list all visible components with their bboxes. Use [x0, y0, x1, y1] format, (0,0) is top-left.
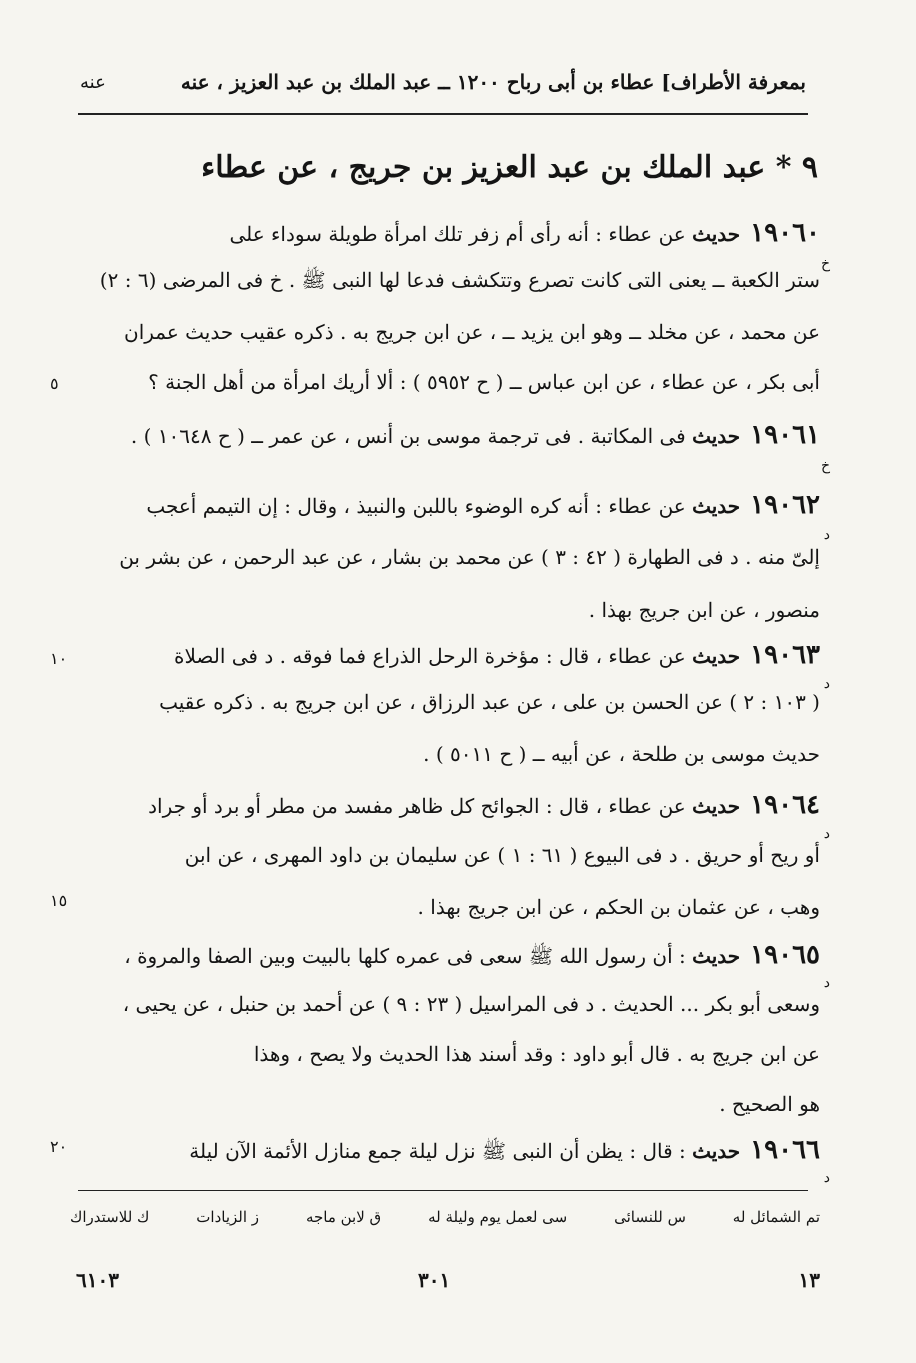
legend-item: ك للاستدراك: [70, 1208, 150, 1226]
line-text: إلىّ منه . د فى الطهارة ( ٤٢ : ٣ ) عن محمد بن بشار ، عن عبد الرحمن ، عن بشر بن: [119, 545, 820, 569]
siglum: د: [823, 826, 830, 842]
line-text: عن عطاء : أنه كره الوضوء باللبن والنبيذ ، وقال : إن التيمم أعجب: [146, 494, 693, 518]
line-text: وسعى أبو بكر ... الحديث . د فى المراسيل ( ٢٣ : ٩ ) عن أحمد بن حنبل ، عن يحيى ،: [122, 992, 820, 1016]
siglum: خ: [820, 256, 830, 272]
legend-item: تم الشمائل له: [732, 1208, 820, 1226]
text-line: [589, 598, 820, 622]
siglum: د: [823, 975, 830, 991]
legend-item: ق لابن ماجه: [305, 1208, 382, 1226]
hadith-entry-line: [148, 790, 820, 820]
line-text: أو ريح أو حريق . د فى البيوع ( ٦١ : ١ ) عن سليمان بن داود المهرى ، عن ابن: [184, 843, 820, 867]
text-line: [148, 370, 820, 394]
text-line: [719, 1092, 820, 1116]
line-text: عن عطاء ، قال : الجوائح كل ظاهر مفسد من مطر أو برد أو جراد: [148, 794, 693, 818]
hadith-keyword: حديث: [692, 424, 741, 448]
text-line: [254, 1042, 820, 1066]
text-line: [423, 742, 820, 766]
footnote-rule: [78, 1190, 808, 1191]
line-text: ستر الكعبة ــ يعنى التى كانت تصرع وتتكشف فدعا لها النبى ﷺ . خ فى المرضى (٦ : ٢): [99, 268, 820, 292]
line-text: عن محمد ، عن مخلد ــ وهو ابن يزيد ــ ، عن ابن جريج به . ذكره عقيب حديث عمران: [124, 320, 820, 344]
line-text: عن عطاء ، قال : مؤخرة الرحل الذراع فما فوقه . د فى الصلاة: [174, 644, 693, 668]
legend-item: سى لعمل يوم وليلة له: [428, 1208, 568, 1226]
line-text: أبى بكر ، عن عطاء ، عن ابن عباس ــ ( ح ٥٩٥٢ ) : ألا أريك امرأة من أهل الجنة ؟: [148, 370, 820, 394]
hadith-keyword: حديث: [692, 222, 741, 246]
footer-right-number: ١٣: [798, 1268, 820, 1292]
line-text: فى المكاتبة . فى ترجمة موسى بن أنس ، عن عمر ــ ( ح ١٠٦٤٨ ) .: [130, 424, 693, 448]
line-number: ٢٠: [50, 1137, 68, 1156]
hadith-keyword: حديث: [692, 944, 741, 968]
page-number: ٣٠١: [418, 1268, 451, 1292]
hadith-keyword: حديث: [692, 1139, 741, 1163]
hadith-entry-line: [146, 490, 820, 520]
hadith-keyword: حديث: [692, 644, 741, 668]
line-text: : أن رسول الله ﷺ سعى فى عمره كلها بالبيت وبين الصفا والمروة ،: [124, 944, 693, 968]
line-text: وهب ، عن عثمان بن الحكم ، عن ابن جريج بهذا .: [417, 895, 820, 919]
hadith-number: ١٩٠٦٤: [750, 790, 820, 820]
legend-item: ز الزيادات: [196, 1208, 260, 1226]
siglum: د: [823, 676, 830, 692]
line-text: حديث موسى بن طلحة ، عن أبيه ــ ( ح ٥٠١١ ) .: [423, 742, 820, 766]
line-number: ٥: [50, 374, 59, 393]
hadith-number: ١٩٠٦٢: [750, 490, 820, 520]
hadith-number: ١٩٠٦٦: [750, 1135, 820, 1165]
siglum: خ: [820, 458, 830, 474]
text-line: [418, 895, 820, 919]
text-line: [159, 690, 820, 714]
hadith-number: ١٩٠٦٠: [750, 218, 820, 248]
text-line: [119, 545, 820, 569]
line-text: هو الصحيح .: [719, 1092, 820, 1116]
running-head-text: بمعرفة الأطراف] عطاء بن أبى رباح ١٢٠٠ ــ عبد الملك بن عبد العزيز ، عنه: [180, 70, 806, 94]
line-text: ( ١٠٣ : ٢ ) عن الحسن بن على ، عن عبد الرزاق ، عن ابن جريج به . ذكره عقيب: [159, 690, 820, 714]
line-text: : قال : يظن أن النبى ﷺ نزل ليلة جمع منازل الأئمة الآن ليلة: [189, 1139, 693, 1163]
hadith-entry-line: [174, 640, 820, 670]
siglum: د: [823, 527, 830, 543]
hadith-keyword: حديث: [692, 794, 741, 818]
hadith-entry-line: [189, 1135, 820, 1168]
siglum: د: [823, 1170, 830, 1186]
text-line: [123, 992, 820, 1016]
hadith-entry-line: [124, 940, 820, 973]
line-number: ١٠: [50, 649, 68, 668]
legend-item: س للنسائى: [614, 1208, 686, 1226]
line-text: عن ابن جريج به . قال أبو داود : وقد أسند هذا الحديث ولا يصح ، وهذا: [253, 1042, 820, 1066]
hadith-number: ١٩٠٦٥: [750, 940, 820, 970]
line-text: عن عطاء : أنه رأى أم زفر تلك امرأة طويلة سوداء على: [229, 222, 693, 246]
header-rule: [78, 113, 808, 115]
hadith-entry-line: [131, 420, 820, 450]
text-line: [100, 268, 820, 297]
footer-left-number: ٦١٠٣: [76, 1268, 119, 1292]
chapter-title: ٩ * عبد الملك بن عبد العزيز بن جريج ، عن عطاء: [201, 150, 818, 185]
running-head-left: عنه: [80, 72, 106, 93]
hadith-number: ١٩٠٦١: [750, 420, 820, 450]
line-number: ١٥: [50, 891, 68, 910]
abbreviation-legend: [70, 1208, 820, 1226]
text-line: [185, 843, 820, 867]
text-line: [124, 320, 820, 344]
hadith-entry-line: [229, 218, 820, 248]
running-head: [80, 70, 806, 106]
line-text: منصور ، عن ابن جريج بهذا .: [588, 598, 820, 622]
hadith-number: ١٩٠٦٣: [750, 640, 820, 670]
hadith-keyword: حديث: [692, 494, 741, 518]
